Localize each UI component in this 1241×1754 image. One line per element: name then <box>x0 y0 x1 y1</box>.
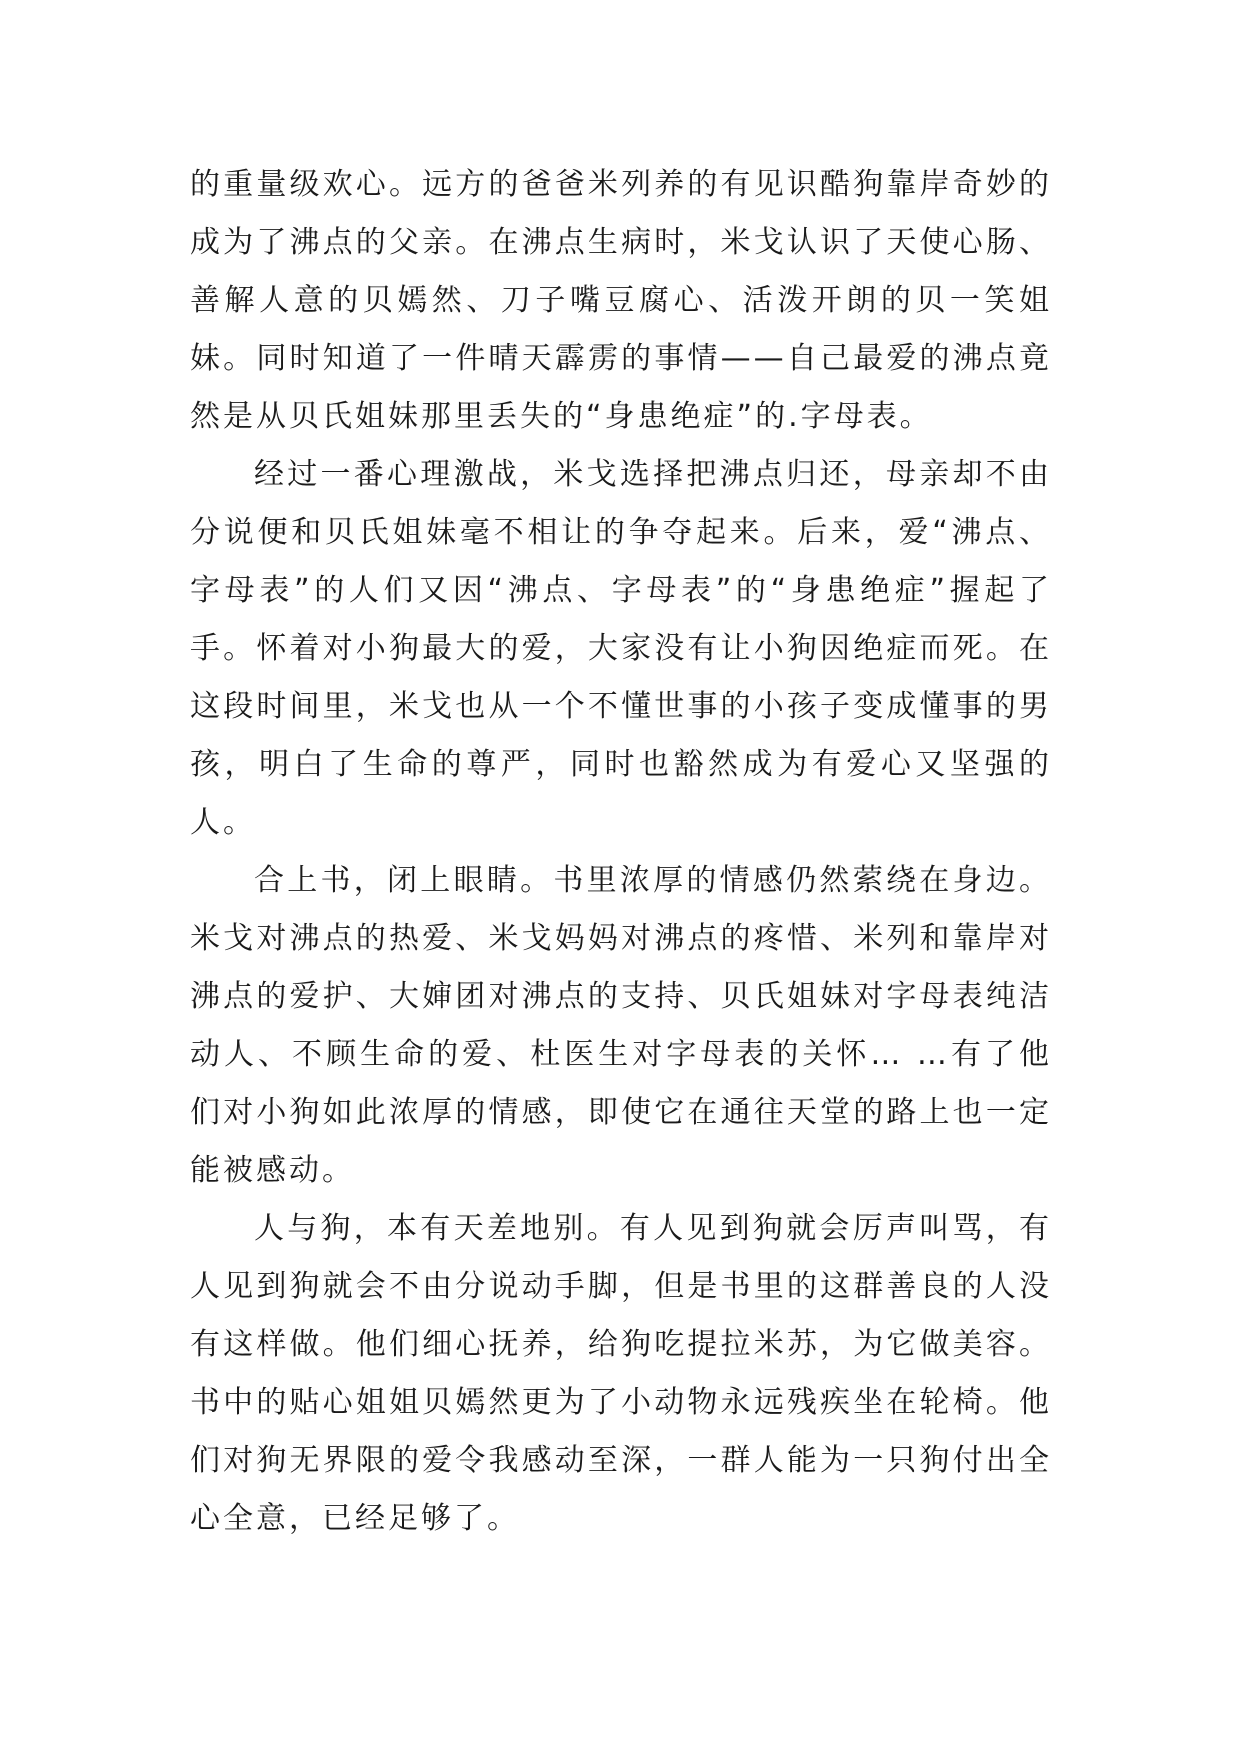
paragraph-2: 经过一番心理激战，米戈选择把沸点归还，母亲却不由分说便和贝氏姐妹毫不相让的争夺起来。后来，爱“沸点、字母表”的人们又因“沸点、字母表”的“身患绝症”握起了手。怀着对小狗最大的爱，大家没有让小狗因绝症而死。在这段时间里，米戈也从一个不懂世事的小孩子变成懂事的男孩，明白了生命的尊严，同时也豁然成为有爱心又坚强的人。 <box>190 457 1052 840</box>
paragraph-3: 合上书，闭上眼睛。书里浓厚的情感仍然萦绕在身边。米戈对沸点的热爱、米戈妈妈对沸点的疼惜、米列和靠岸对沸点的爱护、大婶团对沸点的支持、贝氏姐妹对字母表纯洁动人、不顾生命的爱、杜医生对字母表的关怀… …有了他们对小狗如此浓厚的情感，即使它在通往天堂的路上也一定能被感动。 <box>190 863 1052 1188</box>
document-body <box>190 156 1052 1548</box>
paragraph-4: 人与狗，本有天差地别。有人见到狗就会厉声叫骂，有人见到狗就会不由分说动手脚，但是书里的这群善良的人没有这样做。他们细心抚养，给狗吃提拉米苏，为它做美容。书中的贴心姐姐贝嫣然更为了小动物永远残疾坐在轮椅。他们对狗无界限的爱令我感动至深，一群人能为一只狗付出全心全意，已经足够了。 <box>190 1211 1052 1536</box>
paragraph-1: 的重量级欢心。远方的爸爸米列养的有见识酷狗靠岸奇妙的成为了沸点的父亲。在沸点生病时，米戈认识了天使心肠、善解人意的贝嫣然、刀子嘴豆腐心、活泼开朗的贝一笑姐妹。同时知道了一件晴天霹雳的事情——自己最爱的沸点竟然是从贝氏姐妹那里丢失的“身患绝症”的.字母表。 <box>190 167 1052 434</box>
